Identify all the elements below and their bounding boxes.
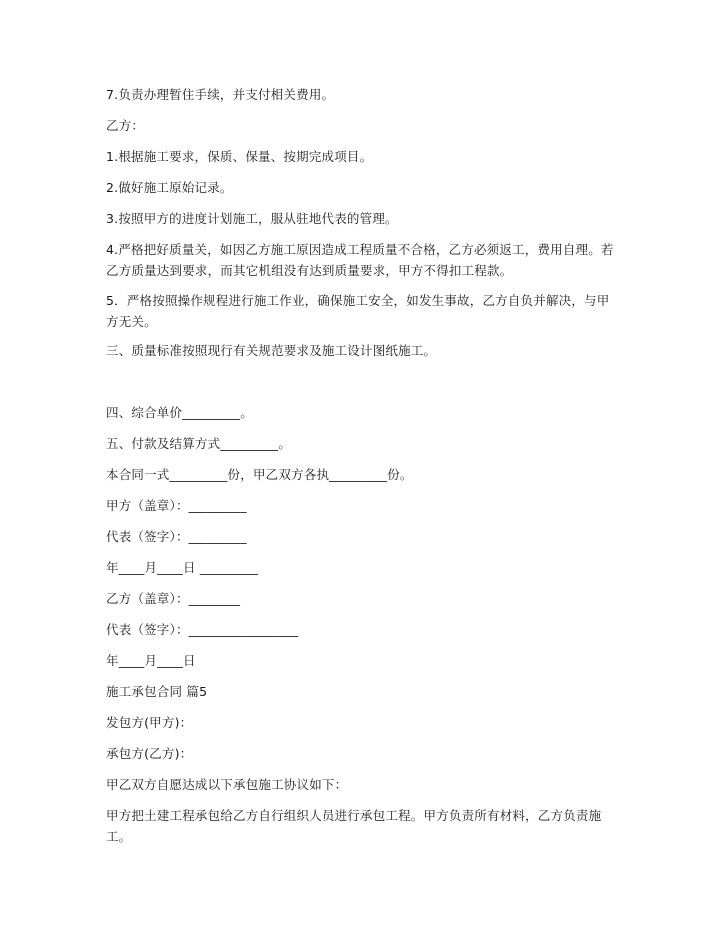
party-b-clause-1: 1.根据施工要求，保质、保量、按期完成项目。 (106, 149, 373, 164)
party-a-seal-line: 甲方（盖章）：_________ (106, 498, 247, 513)
party-a-date-line: 年____月____日 _________ (106, 560, 258, 575)
party-b-clause-3: 3.按照甲方的进度计划施工，服从驻地代表的管理。 (106, 211, 398, 226)
party-b-heading: 乙方： (106, 118, 145, 133)
agreement-scope: 甲方把土建工程承包给乙方自行组织人员进行承包工程。甲方负责所有材料，乙方负责施工。 (106, 808, 602, 844)
employer-party-a: 发包方(甲方)： (106, 715, 193, 730)
contract-5-title: 施工承包合同 篇5 (106, 684, 208, 699)
agreement-intro: 甲乙双方自愿达成以下承包施工协议如下： (106, 777, 348, 792)
contract-copies-line: 本合同一式_________份，甲乙双方各执_________份。 (106, 467, 413, 482)
party-a-rep-signature: 代表（签字）：_________ (106, 529, 247, 544)
party-b-clause-2: 2.做好施工原始记录。 (106, 180, 233, 195)
section-4-unit-price: 四、综合单价_________。 (106, 405, 253, 420)
party-b-rep-signature: 代表（签字）：_________________ (106, 622, 299, 637)
clause-7-residence-permit: 7.负责办理暂住手续，并支付相关费用。 (106, 87, 335, 102)
party-b-seal-line: 乙方（盖章）：________ (106, 591, 241, 606)
party-b-clause-5: 5．严格按照操作规程进行施工作业，确保施工安全，如发生事故，乙方自负并解决，与甲方无关。 (106, 293, 610, 329)
party-b-date-line: 年____月____日 (106, 653, 196, 668)
section-5-payment: 五、付款及结算方式_________。 (106, 436, 292, 451)
section-3-quality: 三、质量标准按照现行有关规范要求及施工设计图纸施工。 (106, 343, 437, 358)
party-b-clause-4: 4.严格把好质量关，如因乙方施工原因造成工程质量不合格，乙方必须返工，费用自理。若乙方质量达到要求，而其它机组没有达到质量要求，甲方不得扣工程款。 (106, 242, 614, 278)
contractor-party-b: 承包方(乙方)： (106, 746, 193, 761)
